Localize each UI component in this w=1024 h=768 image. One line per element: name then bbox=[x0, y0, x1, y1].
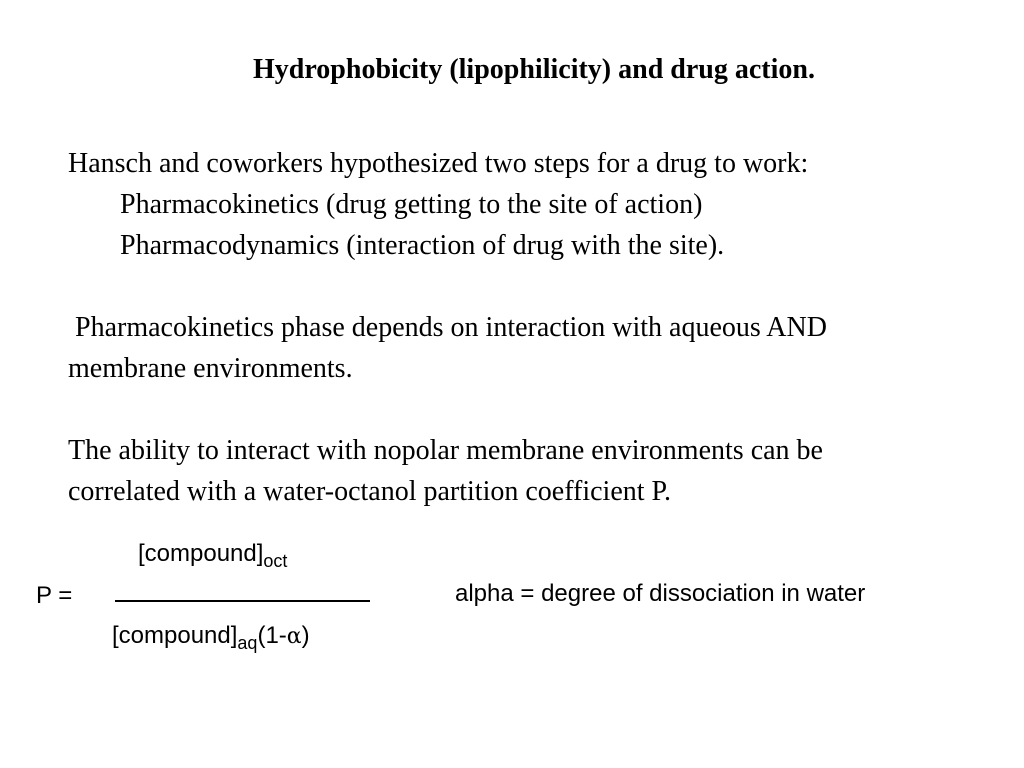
alpha-definition: alpha = degree of dissociation in water bbox=[455, 580, 866, 607]
formula-lhs: P = bbox=[36, 582, 73, 609]
slide-title: Hydrophobicity (lipophilicity) and drug action. bbox=[253, 54, 815, 85]
step-pharmacodynamics: Pharmacodynamics (interaction of drug with the site). bbox=[120, 230, 725, 261]
formula-denominator bbox=[112, 622, 310, 653]
pk-phase-line-1: Pharmacokinetics phase depends on interaction with aqueous AND bbox=[68, 312, 827, 343]
hansch-intro: Hansch and coworkers hypothesized two steps for a drug to work: bbox=[68, 148, 809, 179]
paragraph-hansch bbox=[68, 143, 1008, 266]
paragraph-partition-coefficient bbox=[68, 430, 1008, 512]
partition-line-2: correlated with a water-octanol partition coefficient P. bbox=[68, 476, 672, 507]
partition-line-1: The ability to interact with nopolar membrane environments can be bbox=[68, 435, 823, 466]
step-pharmacokinetics: Pharmacokinetics (drug getting to the site of action) bbox=[120, 189, 703, 220]
denominator-factor-open: (1- bbox=[257, 622, 287, 649]
fraction-bar bbox=[115, 600, 370, 602]
paragraph-pharmacokinetics-phase bbox=[68, 307, 1008, 389]
denominator-base: [compound] bbox=[112, 622, 238, 649]
formula-numerator bbox=[138, 540, 288, 571]
denominator-subscript: aq bbox=[237, 633, 258, 653]
numerator-base: [compound] bbox=[138, 540, 264, 567]
denominator-factor-close: ) bbox=[301, 622, 310, 649]
alpha-symbol: α bbox=[286, 624, 302, 649]
numerator-subscript: oct bbox=[263, 551, 288, 571]
pk-phase-line-2: membrane environments. bbox=[68, 353, 353, 384]
